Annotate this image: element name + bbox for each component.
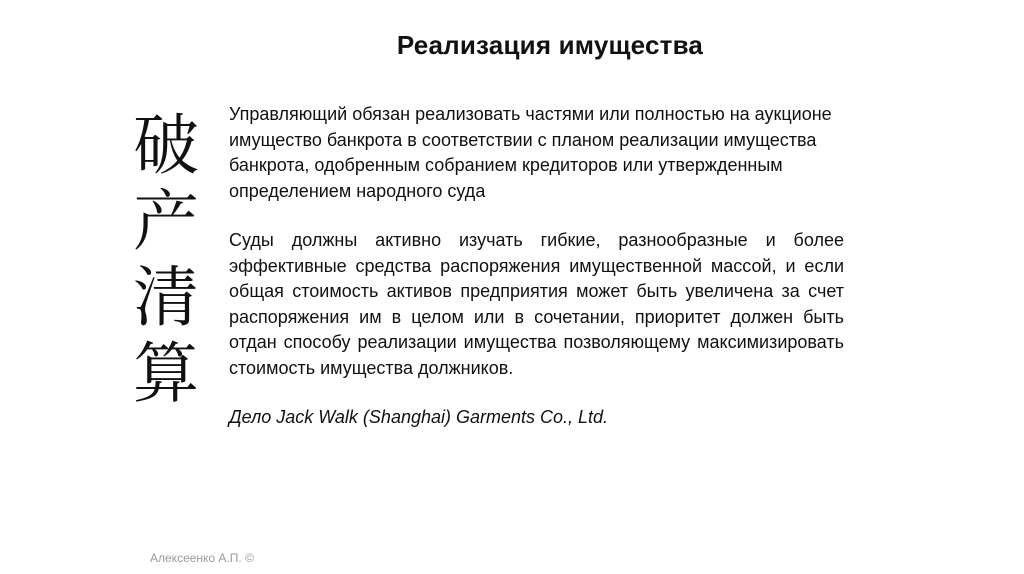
slide-title: Реализация имущества [396,30,704,60]
chinese-character: 破 [133,107,199,184]
paragraph-court-guidance: Суды должны активно изучать гибкие, разнообразные и более эффективные средства распоряжения имущественной массой, и если общая стоимость активов предприятия может быть увеличена за счет распоряжения им в целом или в сочетании, приоритет должен быть отдан способу реализации имущества позволяющему максимизировать стоимость имущества должников. [229,230,844,378]
chinese-character: 算 [133,335,199,412]
chinese-characters-column [118,108,214,412]
case-reference: Дело Jack Walk (Shanghai) Garments Co., Ltd. [229,407,609,427]
chinese-character: 清 [133,259,199,336]
author-footer: Алексеенко А.П. © [150,551,254,565]
slide-body [229,102,844,431]
chinese-character: 产 [133,183,199,260]
paragraph-manager-duty: Управляющий обязан реализовать частями или полностью на аукционе имущество банкрота в соответствии с планом реализации имущества банкрота, одобренным собранием кредиторов или утвержденным определением народного суда [229,104,832,201]
